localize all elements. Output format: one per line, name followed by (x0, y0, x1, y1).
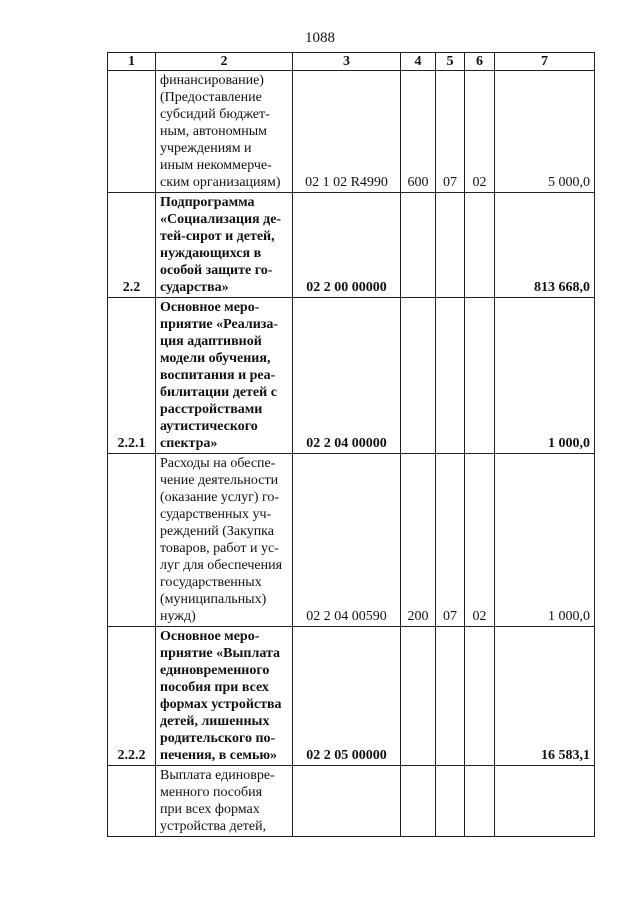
budget-code: 02 2 00 00000 (293, 193, 401, 298)
column-header-4: 4 (401, 53, 436, 71)
section-code (436, 193, 465, 298)
item-name-line: нуждающихся в (160, 246, 262, 261)
item-name-line: при всех формах (160, 802, 260, 817)
item-name-line: аутистического (160, 419, 258, 434)
item-name (156, 71, 293, 193)
budget-code: 02 1 02 R4990 (293, 71, 401, 193)
item-name (156, 298, 293, 454)
table-row (108, 298, 595, 454)
section-code (436, 766, 465, 837)
budget-code (293, 766, 401, 837)
row-number (108, 454, 156, 627)
item-name-line: тей-сирот и детей, (160, 229, 275, 244)
item-name-line: сударственных уч- (160, 507, 272, 522)
header-row (108, 53, 595, 71)
item-name-line: приятие «Выплата (160, 646, 281, 661)
subsection-code (465, 193, 495, 298)
item-name-line: формах устройства (160, 697, 282, 712)
item-name-line: учреждениям и (160, 141, 252, 156)
item-name (156, 627, 293, 766)
subsection-code (465, 298, 495, 454)
item-name-line: приятие «Реализа- (160, 317, 279, 332)
item-name-line: субсидий бюджет- (160, 107, 270, 122)
item-name-line: билитации детей с (160, 385, 277, 400)
row-number: 2.2.2 (108, 627, 156, 766)
item-name-line: финансирование) (160, 73, 264, 88)
subsection-code: 02 (465, 454, 495, 627)
item-name-line: детей, лишенных (160, 714, 270, 729)
item-name-line: модели обучения, (160, 351, 271, 366)
item-name-line: товаров, работ и ус- (160, 541, 279, 556)
subsection-code: 02 (465, 71, 495, 193)
item-name-line: Подпрограмма (160, 195, 255, 210)
item-name-line: (оказание услуг) го- (160, 490, 280, 505)
amount (495, 766, 595, 837)
column-header-2: 2 (156, 53, 293, 71)
section-code (436, 298, 465, 454)
item-name-line: родительского по- (160, 731, 276, 746)
amount: 16 583,1 (495, 627, 595, 766)
subsection-code (465, 766, 495, 837)
column-header-5: 5 (436, 53, 465, 71)
item-name (156, 193, 293, 298)
table-header (108, 53, 595, 71)
item-name-line: печения, в семью» (160, 748, 278, 763)
amount: 5 000,0 (495, 71, 595, 193)
item-name-line: луг для обеспечения (160, 558, 283, 573)
item-name-line: чение деятельности (160, 473, 279, 488)
item-name-line: (муниципальных) (160, 592, 267, 607)
item-name-line: воспитания и реа- (160, 368, 276, 383)
item-name-line: ция адаптивной (160, 334, 262, 349)
budget-table (107, 52, 595, 837)
subsection-code (465, 627, 495, 766)
budget-code: 02 2 04 00000 (293, 298, 401, 454)
item-name-line: (Предоставление (160, 90, 262, 105)
section-code: 07 (436, 454, 465, 627)
item-name-line: расстройствами (160, 402, 263, 417)
expense-type-code: 200 (401, 454, 436, 627)
item-name-line: устройства детей, (160, 819, 267, 834)
row-number: 2.2 (108, 193, 156, 298)
table-body (108, 71, 595, 837)
table-row (108, 627, 595, 766)
row-number (108, 71, 156, 193)
page-number: 1088 (305, 30, 335, 46)
table-row (108, 71, 595, 193)
expense-type-code: 600 (401, 71, 436, 193)
amount: 1 000,0 (495, 454, 595, 627)
table-row (108, 193, 595, 298)
expense-type-code (401, 766, 436, 837)
expense-type-code (401, 193, 436, 298)
item-name-line: сударства» (160, 280, 229, 295)
item-name-line: Основное меро- (160, 300, 260, 315)
section-code: 07 (436, 71, 465, 193)
item-name-line: реждений (Закупка (160, 524, 274, 539)
budget-code: 02 2 05 00000 (293, 627, 401, 766)
item-name-line: нужд) (160, 609, 196, 624)
item-name-line: единовременного (160, 663, 270, 678)
expense-type-code (401, 298, 436, 454)
amount: 1 000,0 (495, 298, 595, 454)
column-header-3: 3 (293, 53, 401, 71)
item-name-line: государственных (160, 575, 262, 590)
table-row (108, 454, 595, 627)
item-name (156, 454, 293, 627)
column-header-6: 6 (465, 53, 495, 71)
item-name-line: ским организациям) (160, 175, 281, 190)
item-name-line: особой защите го- (160, 263, 273, 278)
item-name-line: ным, автономным (160, 124, 268, 139)
item-name-line: спектра» (160, 436, 218, 451)
item-name-line: «Социализация де- (160, 212, 282, 227)
amount: 813 668,0 (495, 193, 595, 298)
item-name-line: иным некоммерче- (160, 158, 272, 173)
section-code (436, 627, 465, 766)
item-name (156, 766, 293, 837)
row-number (108, 766, 156, 837)
item-name-line: Выплата единовре- (160, 768, 275, 783)
table-row (108, 766, 595, 837)
expense-type-code (401, 627, 436, 766)
item-name-line: Основное меро- (160, 629, 260, 644)
column-header-7: 7 (495, 53, 595, 71)
budget-code: 02 2 04 00590 (293, 454, 401, 627)
row-number: 2.2.1 (108, 298, 156, 454)
item-name-line: Расходы на обеспе- (160, 456, 276, 471)
item-name-line: пособия при всех (160, 680, 269, 695)
column-header-1: 1 (108, 53, 156, 71)
item-name-line: менного пособия (160, 785, 263, 800)
